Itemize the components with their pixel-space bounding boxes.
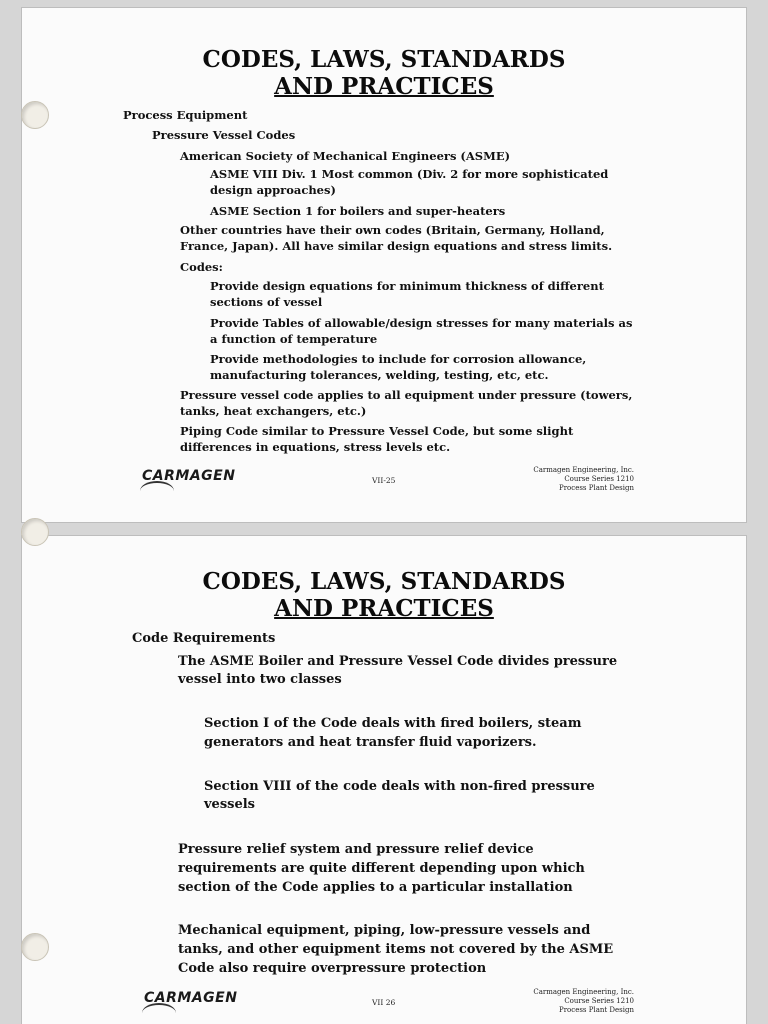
text-line: American Society of Mechanical Engineers (ASME) bbox=[180, 149, 511, 163]
logo-text: CARMAGEN bbox=[144, 990, 238, 1006]
heading-code-requirements: Code Requirements bbox=[132, 631, 276, 646]
footer-subject: Process Plant Design bbox=[559, 1006, 634, 1014]
heading-process-equipment: Process Equipment bbox=[123, 108, 248, 122]
title-line-2: AND PRACTICES bbox=[274, 595, 494, 622]
carmagen-logo bbox=[142, 468, 235, 484]
text-line: sections of vessel bbox=[210, 295, 323, 309]
text-line: ASME Section 1 for boilers and super-heaters bbox=[210, 204, 506, 218]
text-line: The ASME Boiler and Pressure Vessel Code divides pressure bbox=[178, 654, 618, 669]
text-line: Pressure vessel code applies to all equipment under pressure (towers, bbox=[180, 388, 633, 402]
slide-vii-26 bbox=[22, 536, 746, 1024]
text-line: a function of temperature bbox=[210, 332, 378, 346]
page-number: VII-25 bbox=[372, 476, 396, 485]
title-line-2: AND PRACTICES bbox=[274, 73, 494, 100]
heading-pressure-vessel-codes: Pressure Vessel Codes bbox=[152, 128, 296, 142]
text-line: generators and heat transfer fluid vaporizers. bbox=[204, 735, 537, 750]
text-line: vessels bbox=[204, 797, 255, 812]
text-line: section of the Code applies to a particular installation bbox=[178, 880, 573, 895]
binder-hole-icon bbox=[21, 933, 49, 961]
footer-subject: Process Plant Design bbox=[559, 484, 634, 492]
text-line: tanks, heat exchangers, etc.) bbox=[180, 404, 367, 418]
carmagen-logo bbox=[144, 990, 237, 1006]
text-line: Pressure relief system and pressure relief device bbox=[178, 842, 534, 857]
text-line: Piping Code similar to Pressure Vessel Code, but some slight bbox=[180, 424, 574, 438]
text-line: Mechanical equipment, piping, low-pressure vessels and bbox=[178, 923, 591, 938]
binder-hole-icon bbox=[21, 518, 49, 546]
text-line: Section I of the Code deals with fired boilers, steam bbox=[204, 716, 582, 731]
text-line: Other countries have their own codes (Britain, Germany, Holland, bbox=[180, 223, 605, 237]
footer-credits bbox=[533, 466, 634, 493]
title-line-1: CODES, LAWS, STANDARDS bbox=[202, 46, 566, 73]
text-line: Provide methodologies to include for corrosion allowance, bbox=[210, 352, 587, 366]
text-line: France, Japan). All have similar design equations and stress limits. bbox=[180, 239, 613, 253]
text-line: ASME VIII Div. 1 Most common (Div. 2 for more sophisticated bbox=[210, 167, 609, 181]
text-line: manufacturing tolerances, welding, testing, etc, etc. bbox=[210, 368, 549, 382]
text-line: requirements are quite different depending upon which bbox=[178, 861, 585, 876]
footer-company: Carmagen Engineering, Inc. bbox=[533, 466, 634, 474]
footer-course: Course Series 1210 bbox=[564, 997, 634, 1005]
heading-codes: Codes: bbox=[180, 260, 223, 274]
text-line: Section VIII of the code deals with non-fired pressure bbox=[204, 779, 595, 794]
footer-company: Carmagen Engineering, Inc. bbox=[533, 988, 634, 996]
slide-title bbox=[22, 46, 746, 100]
text-line: Provide Tables of allowable/design stresses for many materials as bbox=[210, 316, 633, 330]
text-line: Provide design equations for minimum thickness of different bbox=[210, 279, 604, 293]
slide-title bbox=[22, 568, 746, 622]
binder-hole-icon bbox=[21, 101, 49, 129]
slide-vii-25 bbox=[22, 8, 746, 522]
text-line: differences in equations, stress levels etc. bbox=[180, 440, 451, 454]
logo-text: CARMAGEN bbox=[142, 468, 236, 484]
footer-course: Course Series 1210 bbox=[564, 475, 634, 483]
text-line: tanks, and other equipment items not covered by the ASME bbox=[178, 942, 614, 957]
page-number: VII 26 bbox=[372, 998, 396, 1007]
title-line-1: CODES, LAWS, STANDARDS bbox=[202, 568, 566, 595]
text-line: Code also require overpressure protection bbox=[178, 961, 487, 976]
text-line: vessel into two classes bbox=[178, 672, 342, 687]
text-line: design approaches) bbox=[210, 183, 336, 197]
footer-credits bbox=[533, 988, 634, 1015]
